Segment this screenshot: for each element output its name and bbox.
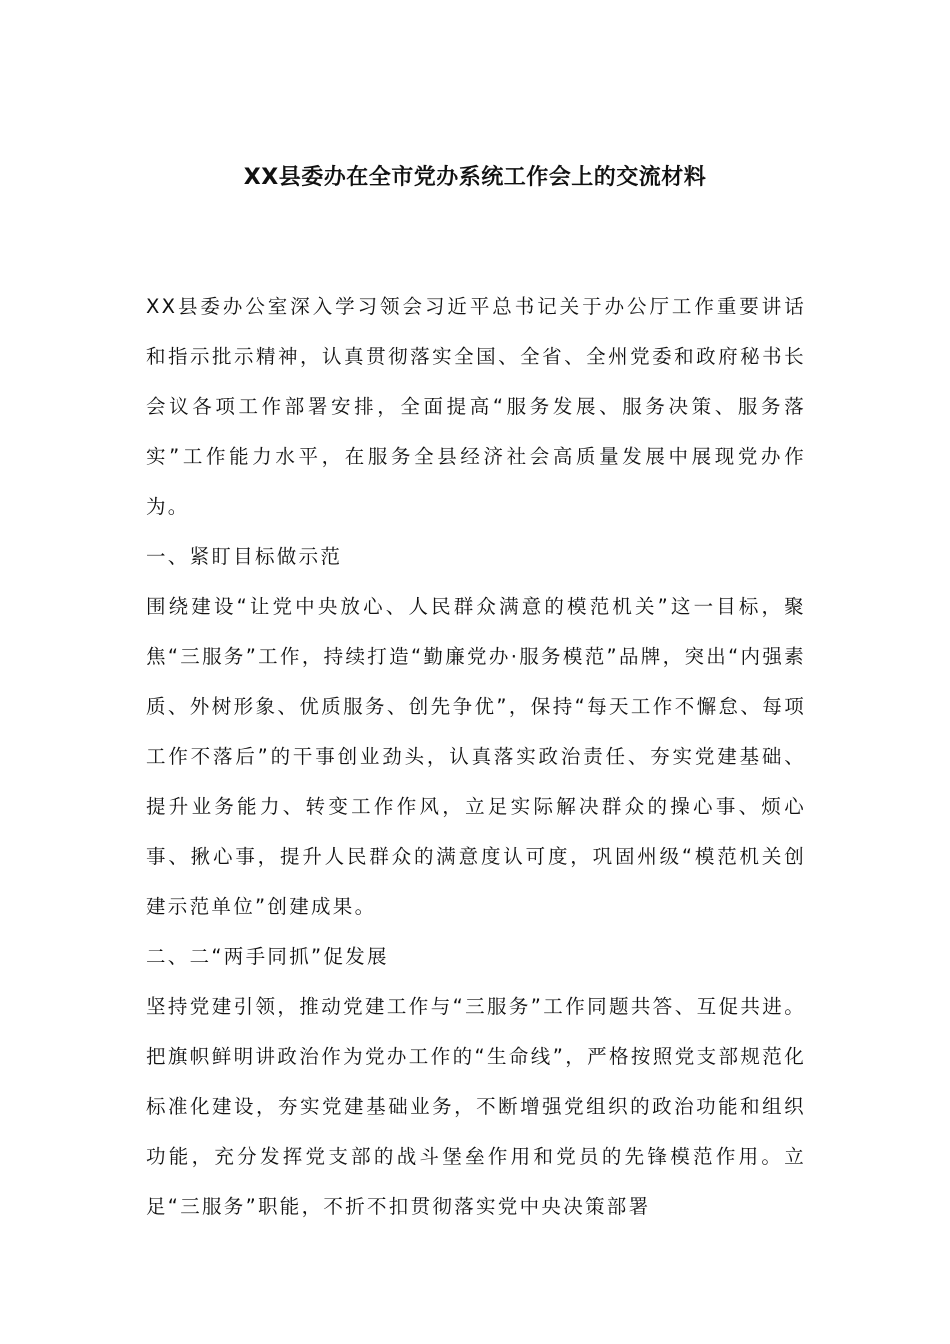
section-1-heading: 一、紧盯目标做示范 [146, 545, 343, 568]
document-title: XX县委办在全市党办系统工作会上的交流材料 [243, 165, 707, 190]
intro-paragraph: XX县委办公室深入学习领会习近平总书记关于办公厅工作重要讲话和指示批示精神，认真贯彻落实全国、全省、全州党委和政府秘书长会议各项工作部署安排，全面提高“服务发展、服务决策、服务落实”工作能力水平，在服务全县经济社会高质量发展中展现党办作为。 [146, 295, 806, 518]
section-2-paragraph: 坚持党建引领，推动党建工作与“三服务”工作同题共答、互促共进。把旗帜鲜明讲政治作为党办工作的“生命线”，严格按照党支部规范化标准化建设，夯实党建基础业务，不断增强党组织的政治功能和组织功能，充分发挥党支部的战斗堡垒作用和党员的先锋模范作用。立足“三服务”职能，不折不扣贯彻落实党中央决策部署 [146, 995, 806, 1218]
document-body [146, 282, 806, 1232]
section-1-paragraph: 围绕建设“让党中央放心、人民群众满意的模范机关”这一目标，聚焦“三服务”工作，持续打造“勤廉党办·服务模范”品牌，突出“内强素质、外树形象、优质服务、创先争优”，保持“每天工作不懈怠、每项工作不落后”的干事创业劲头，认真落实政治责任、夯实党建基础、提升业务能力、转变工作作风，立足实际解决群众的操心事、烦心事、揪心事，提升人民群众的满意度认可度，巩固州级“模范机关创建示范单位”创建成果。 [146, 595, 806, 918]
section-2-heading: 二、二“两手同抓”促发展 [146, 945, 389, 968]
